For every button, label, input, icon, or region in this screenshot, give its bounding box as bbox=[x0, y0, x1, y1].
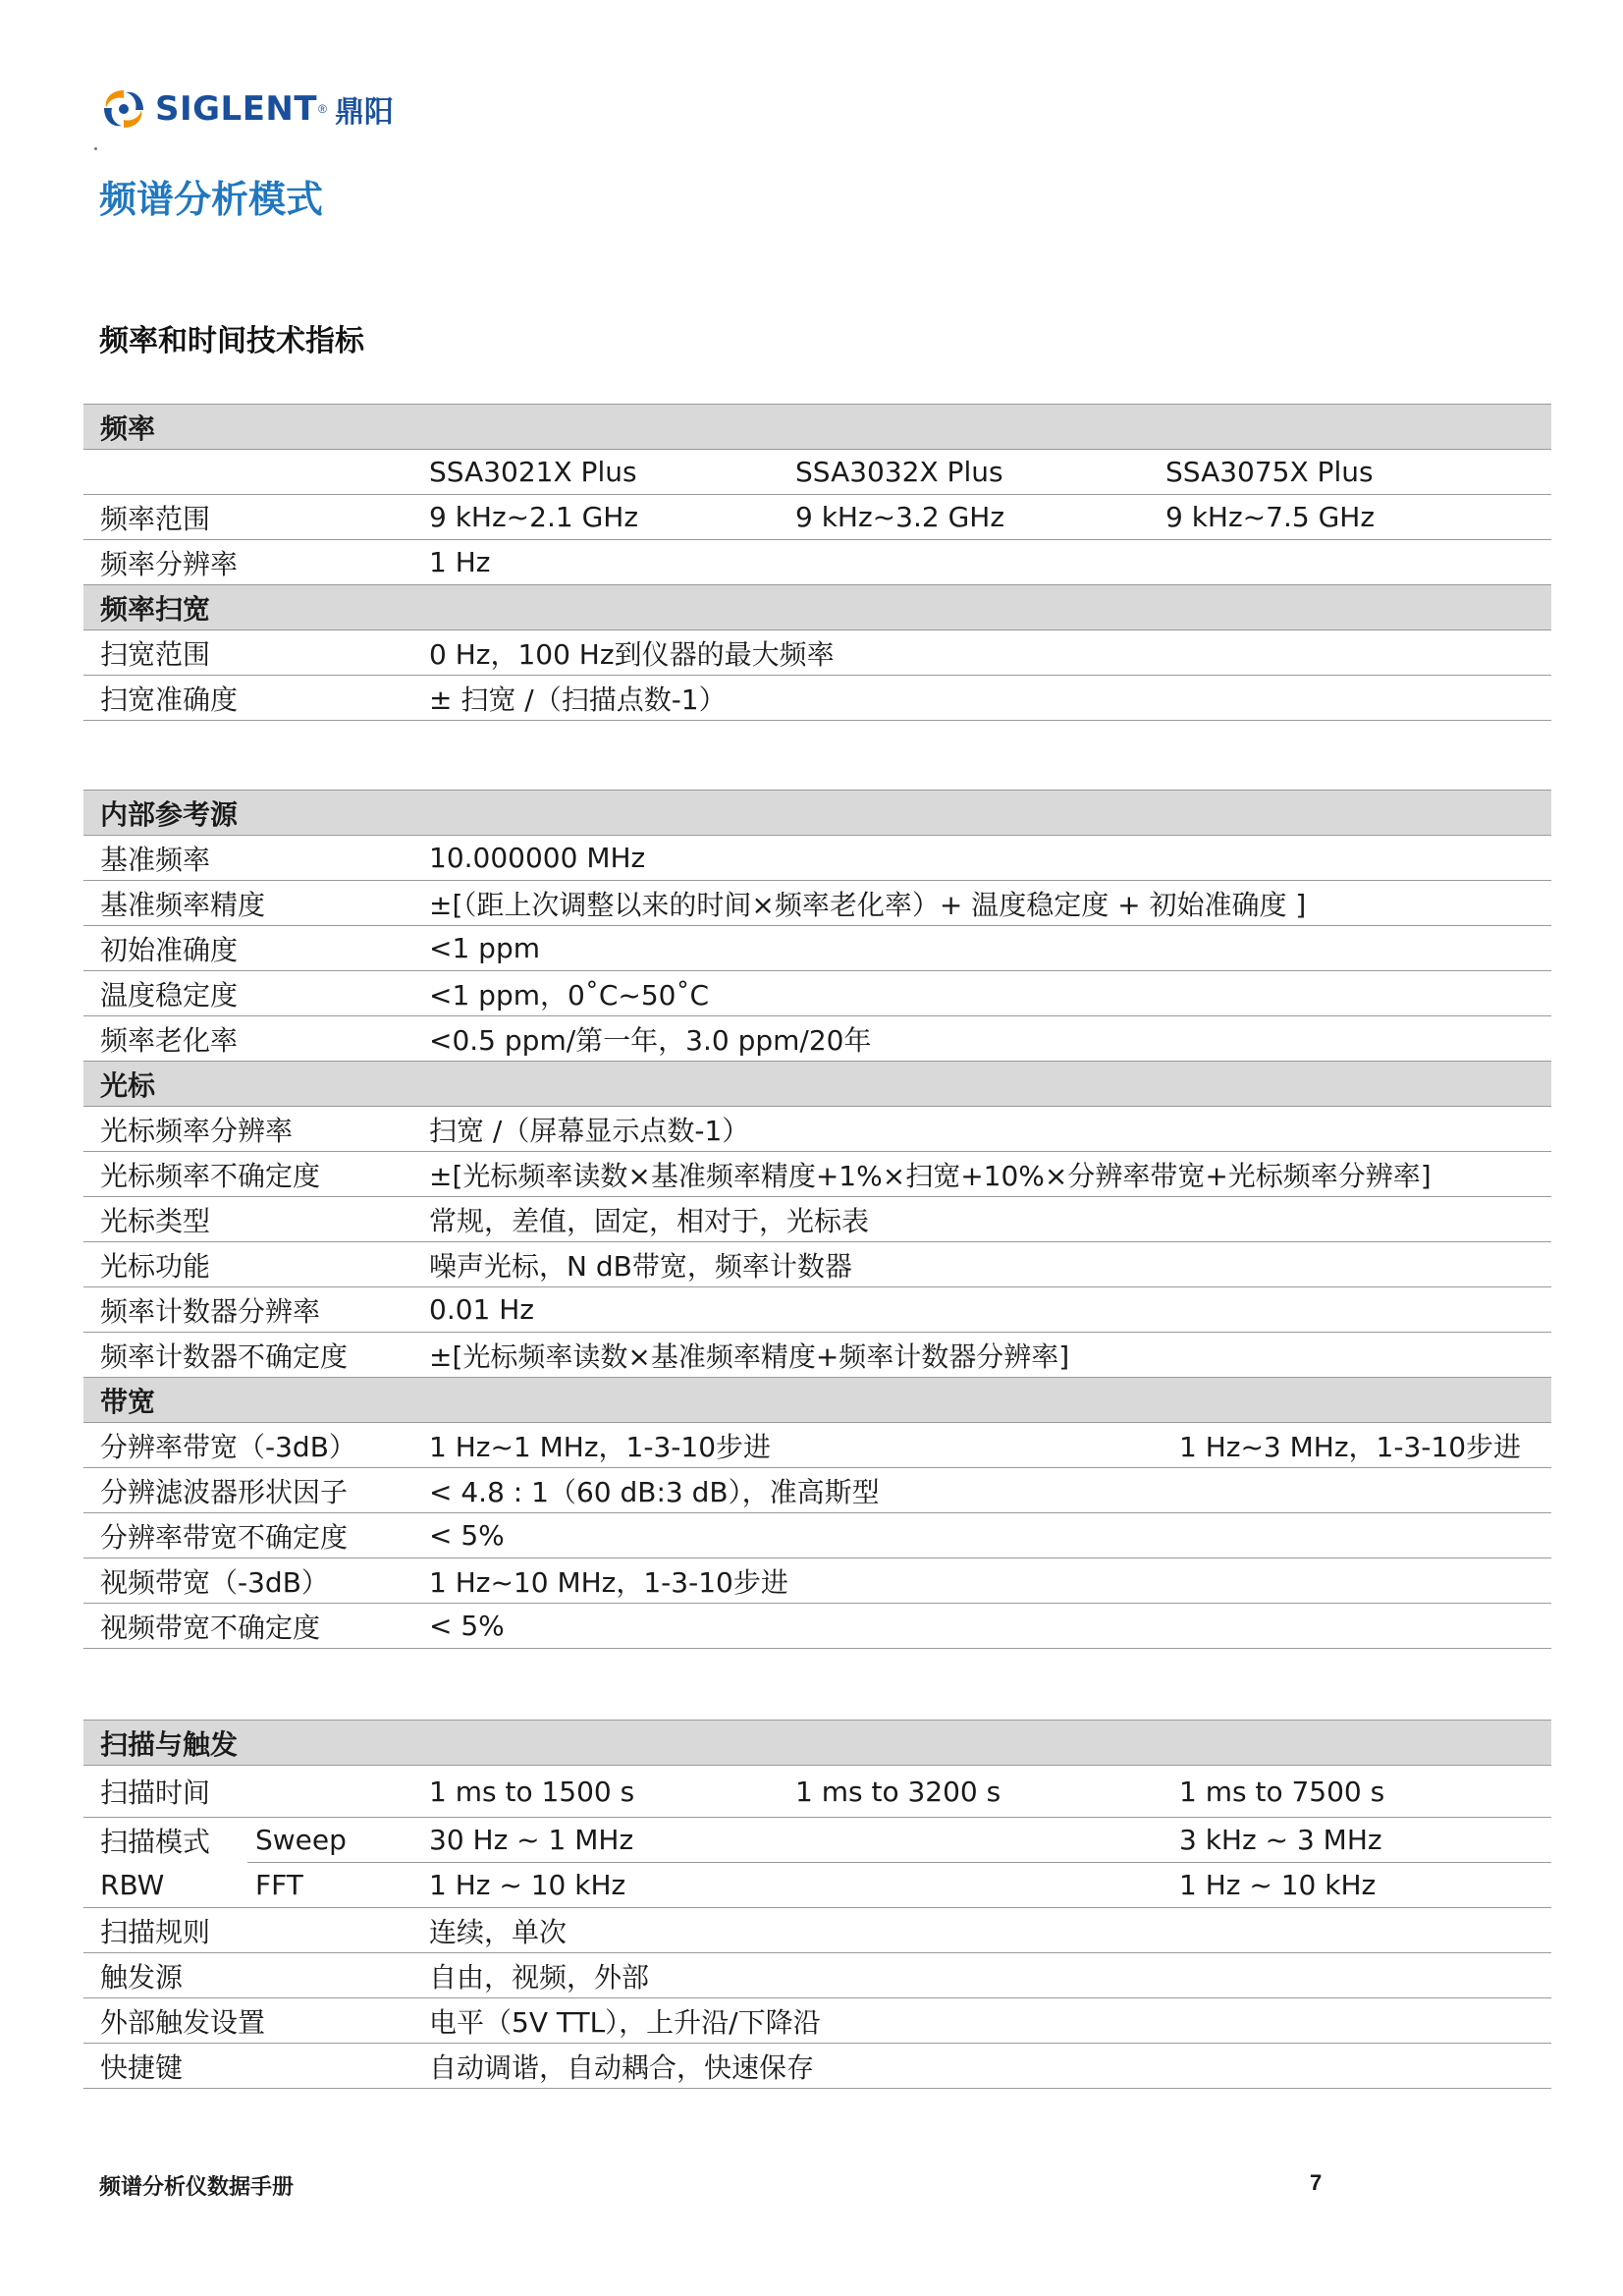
siglent-swirl-icon bbox=[100, 86, 147, 132]
table-row bbox=[83, 1016, 1551, 1062]
row-label: 触发源 bbox=[83, 1953, 411, 1998]
table-row bbox=[83, 1513, 1551, 1558]
row-value: <0.5 ppm/第一年，3.0 ppm/20年 bbox=[411, 1016, 1551, 1062]
table-row bbox=[83, 1107, 1551, 1152]
row-label: 分辨率带宽（-3dB） bbox=[83, 1423, 411, 1468]
row-label: 光标频率分辨率 bbox=[83, 1107, 411, 1152]
table-row bbox=[83, 1998, 1551, 2044]
footer-document-title: 频谱分析仪数据手册 bbox=[99, 2175, 295, 2200]
table-row bbox=[83, 1766, 1551, 1818]
section-header-row bbox=[83, 1378, 1551, 1423]
row-label: 光标频率不确定度 bbox=[83, 1152, 411, 1197]
row-label: 基准频率 bbox=[83, 836, 411, 881]
row-label: 频率分辨率 bbox=[83, 540, 411, 585]
logo-chinese-text: 鼎阳 bbox=[334, 95, 394, 130]
table-row bbox=[83, 1242, 1551, 1287]
table-row bbox=[83, 1558, 1551, 1604]
row-value: <1 ppm bbox=[411, 926, 1551, 971]
table-row bbox=[83, 1818, 1551, 1863]
frequency-spec-table bbox=[83, 404, 1551, 721]
row-value: 1 Hz~10 MHz，1-3-10步进 bbox=[411, 1558, 1551, 1604]
row-label: 扫宽准确度 bbox=[83, 676, 411, 721]
section-header-row bbox=[83, 791, 1551, 836]
table-row bbox=[83, 495, 1551, 540]
section-header-span: 频率扫宽 bbox=[83, 585, 1551, 630]
row-value: 0 Hz，100 Hz到仪器的最大频率 bbox=[411, 630, 1551, 676]
row-label: 频率老化率 bbox=[83, 1016, 411, 1062]
reference-marker-bandwidth-table bbox=[83, 790, 1551, 1649]
row-value: 30 Hz ~ 1 MHz bbox=[411, 1818, 1171, 1863]
row-value: < 5% bbox=[411, 1604, 1551, 1649]
row-value: 噪声光标，N dB带宽，频率计数器 bbox=[411, 1242, 1551, 1287]
section-header-row bbox=[83, 585, 1551, 630]
row-label: 频率计数器不确定度 bbox=[83, 1333, 411, 1378]
table-row bbox=[83, 1908, 1551, 1953]
section-header-reference: 内部参考源 bbox=[83, 791, 1551, 836]
row-value-ssa3075x: 3 kHz ~ 3 MHz bbox=[1171, 1818, 1551, 1863]
row-label: 视频带宽（-3dB） bbox=[83, 1558, 411, 1604]
model-name: SSA3075X Plus bbox=[1148, 450, 1551, 495]
row-value: 连续，单次 bbox=[411, 1908, 1551, 1953]
row-value: 1 Hz ~ 10 kHz bbox=[411, 1863, 1171, 1908]
row-value: < 5% bbox=[411, 1513, 1551, 1558]
row-label: 基准频率精度 bbox=[83, 881, 411, 926]
row-value-ssa3075x: 1 Hz~3 MHz，1-3-10步进 bbox=[1171, 1423, 1551, 1468]
table-row bbox=[83, 1152, 1551, 1197]
section-header-frequency: 频率 bbox=[83, 405, 1551, 450]
row-label: 初始准确度 bbox=[83, 926, 411, 971]
table-row bbox=[83, 1197, 1551, 1242]
section-header-row bbox=[83, 1062, 1551, 1107]
section-header-row bbox=[83, 1721, 1551, 1766]
row-label: 光标类型 bbox=[83, 1197, 411, 1242]
row-label: 温度稳定度 bbox=[83, 971, 411, 1016]
row-value: 1 ms to 7500 s bbox=[1171, 1766, 1551, 1818]
section-header-row bbox=[83, 405, 1551, 450]
row-label: 频率范围 bbox=[83, 495, 411, 540]
model-row bbox=[83, 450, 1551, 495]
row-value: 常规，差值，固定，相对于，光标表 bbox=[411, 1197, 1551, 1242]
table-row bbox=[83, 836, 1551, 881]
sub-label-sweep: Sweep bbox=[247, 1818, 411, 1863]
row-value: 自由，视频，外部 bbox=[411, 1953, 1551, 1998]
sweep-trigger-table bbox=[83, 1720, 1551, 2089]
row-label: 外部触发设置 bbox=[83, 1998, 411, 2044]
row-value: ±[光标频率读数×基准频率精度+频率计数器分辨率] bbox=[411, 1333, 1551, 1378]
table-row bbox=[83, 1333, 1551, 1378]
row-value: 10.000000 MHz bbox=[411, 836, 1551, 881]
model-name: SSA3021X Plus bbox=[411, 450, 778, 495]
row-label: 光标功能 bbox=[83, 1242, 411, 1287]
row-label: 快捷键 bbox=[83, 2044, 411, 2089]
section-title: 频率和时间技术指标 bbox=[99, 324, 364, 358]
row-label: 扫描模式 bbox=[100, 1825, 211, 1858]
row-value: ±[（距上次调整以来的时间×频率老化率）+ 温度稳定度 + 初始准确度 ] bbox=[411, 881, 1551, 926]
row-value: 1 ms to 1500 s bbox=[411, 1766, 778, 1818]
table-row bbox=[83, 1604, 1551, 1649]
table-row bbox=[83, 1468, 1551, 1513]
row-label: 分辨率带宽不确定度 bbox=[83, 1513, 411, 1558]
row-value: 9 kHz~7.5 GHz bbox=[1148, 495, 1551, 540]
divider-dot bbox=[94, 147, 97, 150]
table-row bbox=[83, 1287, 1551, 1333]
table-row bbox=[83, 540, 1551, 585]
row-value: 1 ms to 3200 s bbox=[778, 1766, 1171, 1818]
table-row bbox=[83, 971, 1551, 1016]
sub-label-fft: FFT bbox=[247, 1863, 411, 1908]
row-value: < 4.8 : 1（60 dB:3 dB），准高斯型 bbox=[411, 1468, 1551, 1513]
row-value: 9 kHz~2.1 GHz bbox=[411, 495, 778, 540]
row-label: 视频带宽不确定度 bbox=[83, 1604, 411, 1649]
logo-registered-mark: ® bbox=[318, 102, 327, 116]
row-value: ±[光标频率读数×基准频率精度+1%×扫宽+10%×分辨率带宽+光标频率分辨率] bbox=[411, 1152, 1551, 1197]
row-value: 电平（5V TTL），上升沿/下降沿 bbox=[411, 1998, 1551, 2044]
section-header-sweep-trigger: 扫描与触发 bbox=[83, 1721, 1551, 1766]
empty-cell bbox=[83, 450, 411, 495]
table-row bbox=[83, 926, 1551, 971]
table-row bbox=[83, 1423, 1551, 1468]
row-value: 1 Hz~1 MHz，1-3-10步进 bbox=[411, 1423, 1171, 1468]
section-header-marker: 光标 bbox=[83, 1062, 1551, 1107]
row-label: 扫描时间 bbox=[83, 1766, 411, 1818]
siglent-logo bbox=[100, 86, 394, 132]
row-value: 9 kHz~3.2 GHz bbox=[778, 495, 1148, 540]
table-row bbox=[83, 2044, 1551, 2089]
table-row bbox=[83, 676, 1551, 721]
row-value: <1 ppm，0˚C~50˚C bbox=[411, 971, 1551, 1016]
row-value: 0.01 Hz bbox=[411, 1287, 1551, 1333]
row-label: RBW bbox=[83, 1863, 247, 1908]
row-label: 扫描规则 bbox=[83, 1908, 411, 1953]
model-name: SSA3032X Plus bbox=[778, 450, 1148, 495]
table-row bbox=[83, 1953, 1551, 1998]
row-label: 扫宽范围 bbox=[83, 630, 411, 676]
row-label: 分辨滤波器形状因子 bbox=[83, 1468, 411, 1513]
table-row bbox=[83, 630, 1551, 676]
row-value: 1 Hz bbox=[411, 540, 1551, 585]
row-label: 频率计数器分辨率 bbox=[83, 1287, 411, 1333]
row-value: ± 扫宽 /（扫描点数-1） bbox=[411, 676, 1551, 721]
row-value: 扫宽 /（屏幕显示点数-1） bbox=[411, 1107, 1551, 1152]
table-row bbox=[83, 881, 1551, 926]
row-value: 自动调谐，自动耦合，快速保存 bbox=[411, 2044, 1551, 2089]
section-header-bandwidth: 带宽 bbox=[83, 1378, 1551, 1423]
row-value-ssa3075x: 1 Hz ~ 10 kHz bbox=[1171, 1863, 1551, 1908]
table-row bbox=[83, 1863, 1551, 1908]
page-number: 7 bbox=[1310, 2170, 1323, 2195]
logo-brand-text: SIGLENT bbox=[155, 89, 318, 129]
page-title: 频谱分析模式 bbox=[99, 178, 324, 221]
